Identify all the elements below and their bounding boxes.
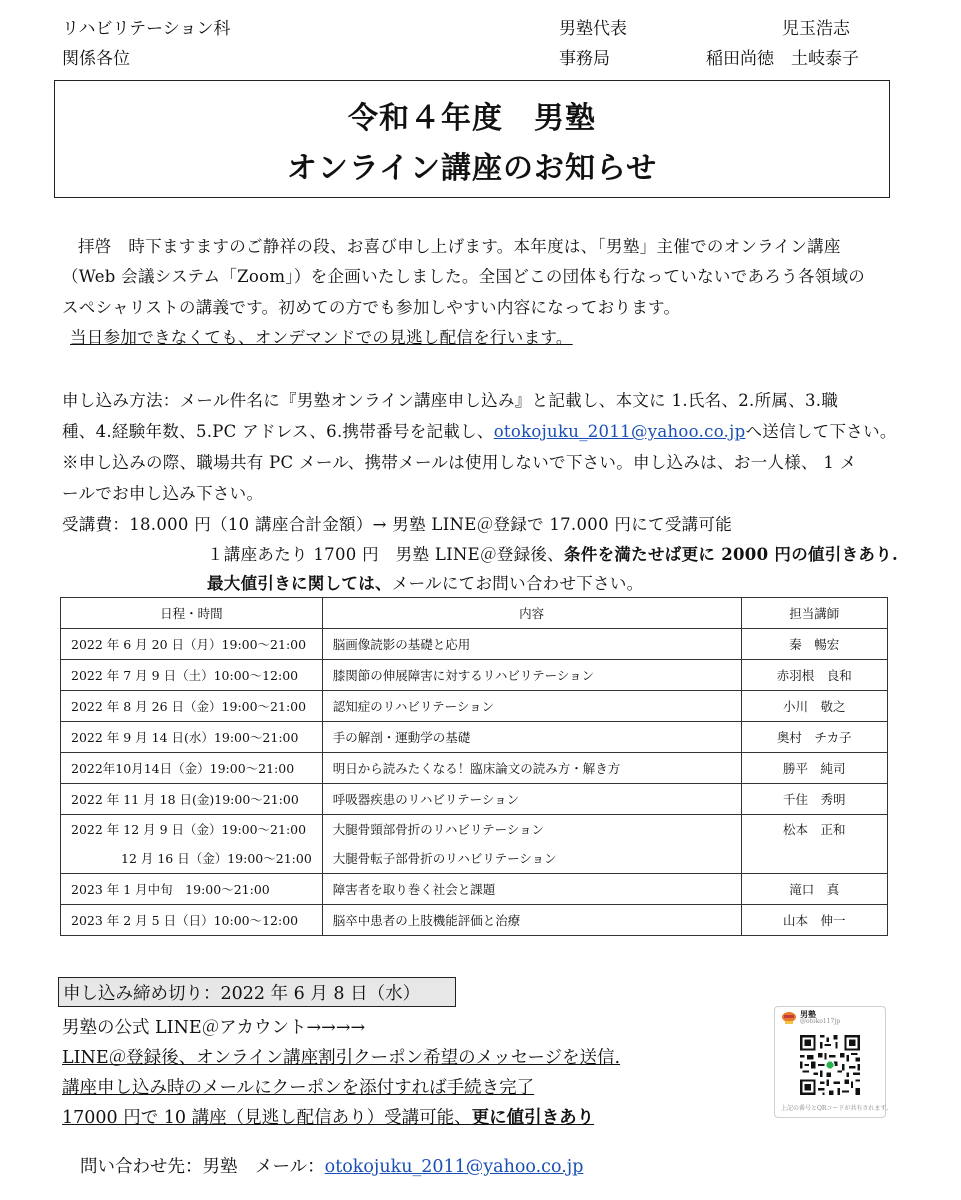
row-content: 膝関節の伸展障害に対するリハビリテーション: [322, 660, 741, 691]
title-line2: オンライン講座のお知らせ: [286, 151, 658, 186]
otokojuku-logo-icon: [781, 1010, 797, 1024]
office-label: 事務局: [559, 49, 610, 69]
row-lecturer: 滝口 真: [741, 874, 888, 905]
row-date: 2022 年 8 月 26 日（金）19:00～21:00: [61, 691, 323, 722]
intro-line3: スペシャリストの講義です。初めての方でも参加しやすい内容になっております。: [62, 298, 681, 317]
price-summary-discount: 更に値引きあり: [471, 1108, 595, 1128]
contact-line: [80, 1153, 583, 1178]
header-lecturer: 担当講師: [741, 598, 888, 629]
row-content: 呼吸器疾患のリハビリテーション: [322, 784, 741, 815]
row-date-merged: [61, 815, 323, 874]
max-discount-label: 最大値引きに関しては、: [207, 574, 392, 593]
price-summary: [62, 1104, 594, 1129]
row-lecturer: 秦 暢宏: [741, 629, 888, 660]
row-content: 障害者を取り巻く社会と課題: [322, 874, 741, 905]
table-row: [61, 874, 888, 905]
table-row: [61, 629, 888, 660]
apply-line3: ※申し込みの際、職場共有 PC メール、携帯メールは使用しないで下さい。申し込みは、お一人様、 1 メ: [62, 453, 857, 472]
title-line1: 令和４年度 男塾: [348, 101, 596, 136]
row-date: 2022年10月14日（金）19:00～21:00: [61, 753, 323, 784]
apply-line4: ールでお申し込み下さい。: [62, 484, 264, 503]
coupon-instruction: LINE＠登録後、オンライン講座割引クーポン希望のメッセージを送信.: [62, 1048, 621, 1068]
row-lecturer: 千住 秀明: [741, 784, 888, 815]
fee-discount-condition: 条件を満たせば更に 2000 円の値引きあり.: [563, 545, 899, 564]
row-date: 2023 年 1 月中旬 19:00～21:00: [61, 874, 323, 905]
row-date: 2023 年 2 月 5 日（日）10:00～12:00: [61, 905, 323, 936]
row-date: 2022 年 7 月 9 日（土）10:00～12:00: [61, 660, 323, 691]
table-row: [61, 722, 888, 753]
row-date-line1: 2022 年 12 月 9 日（金）19:00～21:00: [71, 822, 307, 837]
table-row: [61, 784, 888, 815]
apply-line2-text: 種、4.経験年数、5.PC アドレス、6.携帯番号を記載し、: [62, 422, 494, 441]
table-row: [61, 691, 888, 722]
recipient-line1: リハビリテーション科: [62, 19, 231, 39]
table-row: [61, 753, 888, 784]
qr-code-icon: [798, 1033, 862, 1101]
table-header-row: [61, 598, 888, 629]
row-content: 手の解剖・運動学の基礎: [322, 722, 741, 753]
fee-line1: 受講費：18.000 円（10 講座合計金額）→ 男塾 LINE＠登録で 17.000 円にて受講可能: [62, 515, 733, 534]
schedule-table: [60, 597, 888, 936]
row-content-merged: [322, 815, 741, 874]
fee-line2-text: １講座あたり 1700 円 男塾 LINE＠登録後、: [207, 545, 564, 564]
price-summary-text: 17000 円で 10 講座（見逃し配信あり）受講可能、: [62, 1108, 472, 1128]
line-qr-card[interactable]: [774, 1006, 892, 1118]
row-content: 認知症のリハビリテーション: [322, 691, 741, 722]
apply-line1: 申し込み方法：メール件名に『男塾オンライン講座申し込み』と記載し、本文に 1.氏名、2.所属、3.職: [62, 391, 839, 410]
fee-line3: [207, 570, 643, 594]
row-date: 2022 年 11 月 18 日(金)19:00～21:00: [61, 784, 323, 815]
qr-caption: 上記の番号とQRコードが共有されます。: [781, 1105, 892, 1112]
max-discount-text: メールにてお問い合わせ下さい。: [391, 574, 644, 593]
representative-name: 児玉浩志: [782, 19, 850, 39]
row-lecturer: 小川 敬之: [741, 691, 888, 722]
row-content: 脳画像読影の基礎と応用: [322, 629, 741, 660]
apply-line2: [62, 418, 897, 442]
apply-line2-tail: へ送信して下さい。: [745, 422, 897, 441]
line-account-text: 男塾の公式 LINE＠アカウント→→→→: [62, 1018, 366, 1038]
email-link[interactable]: otokojuku_2011@yahoo.co.jp: [493, 422, 746, 441]
row-lecturer-line1: 松本 正和: [782, 822, 846, 837]
intro-line2: （Web 会議システム「Zoom」）を企画いたしました。全国どこの団体も行なっていないであろう各領域の: [62, 267, 866, 286]
deadline-box: 申し込み締め切り：2022 年 6 月 8 日（水）: [58, 977, 456, 1007]
intro-line1: 拝啓 時下ますますのご静祥の段、お喜び申し上げます。本年度は、「男塾」主催でのオンライン講座: [78, 237, 841, 256]
row-content-line2: 大腿骨転子部骨折のリハビリテーション: [332, 851, 557, 866]
title-box: [54, 80, 890, 198]
contact-label: 問い合わせ先：男塾 メール：: [80, 1157, 325, 1177]
row-lecturer: 山本 伸一: [741, 905, 888, 936]
table-row: [61, 905, 888, 936]
row-lecturer-merged: [741, 815, 888, 874]
row-content: 明日から読みたくなる！臨床論文の読み方・解き方: [322, 753, 741, 784]
row-lecturer: 奥村 チカ子: [741, 722, 888, 753]
representative-label: 男塾代表: [559, 19, 627, 39]
table-row: [61, 660, 888, 691]
row-lecturer: 赤羽根 良和: [741, 660, 888, 691]
recipient-line2: 関係各位: [62, 49, 130, 69]
header-content: 内容: [322, 598, 741, 629]
row-date: 2022 年 6 月 20 日（月）19:00～21:00: [61, 629, 323, 660]
coupon-complete: 講座申し込み時のメールにクーポンを添付すれば手続き完了: [62, 1078, 535, 1098]
row-date-line2: 12 月 16 日（金）19:00～21:00: [121, 851, 312, 866]
ondemand-notice: 当日参加できなくても、オンデマンドでの見逃し配信を行います。: [70, 328, 573, 347]
row-content-line1: 大腿骨頸部骨折のリハビリテーション: [332, 822, 545, 837]
row-content: 脳卒中患者の上肢機能評価と治療: [322, 905, 741, 936]
table-row-merged: [61, 815, 888, 874]
row-date: 2022 年 9 月 14 日(水）19:00～21:00: [61, 722, 323, 753]
row-lecturer: 勝平 純司: [741, 753, 888, 784]
fee-line2: [207, 541, 898, 565]
contact-email-link[interactable]: otokojuku_2011@yahoo.co.jp: [324, 1157, 584, 1177]
qr-account-id: @otoko117jp: [800, 1018, 841, 1025]
office-names: 稲田尚徳 土岐泰子: [706, 49, 859, 69]
header-date: 日程・時間: [61, 598, 323, 629]
qr-account-name: 男塾: [800, 1009, 816, 1019]
